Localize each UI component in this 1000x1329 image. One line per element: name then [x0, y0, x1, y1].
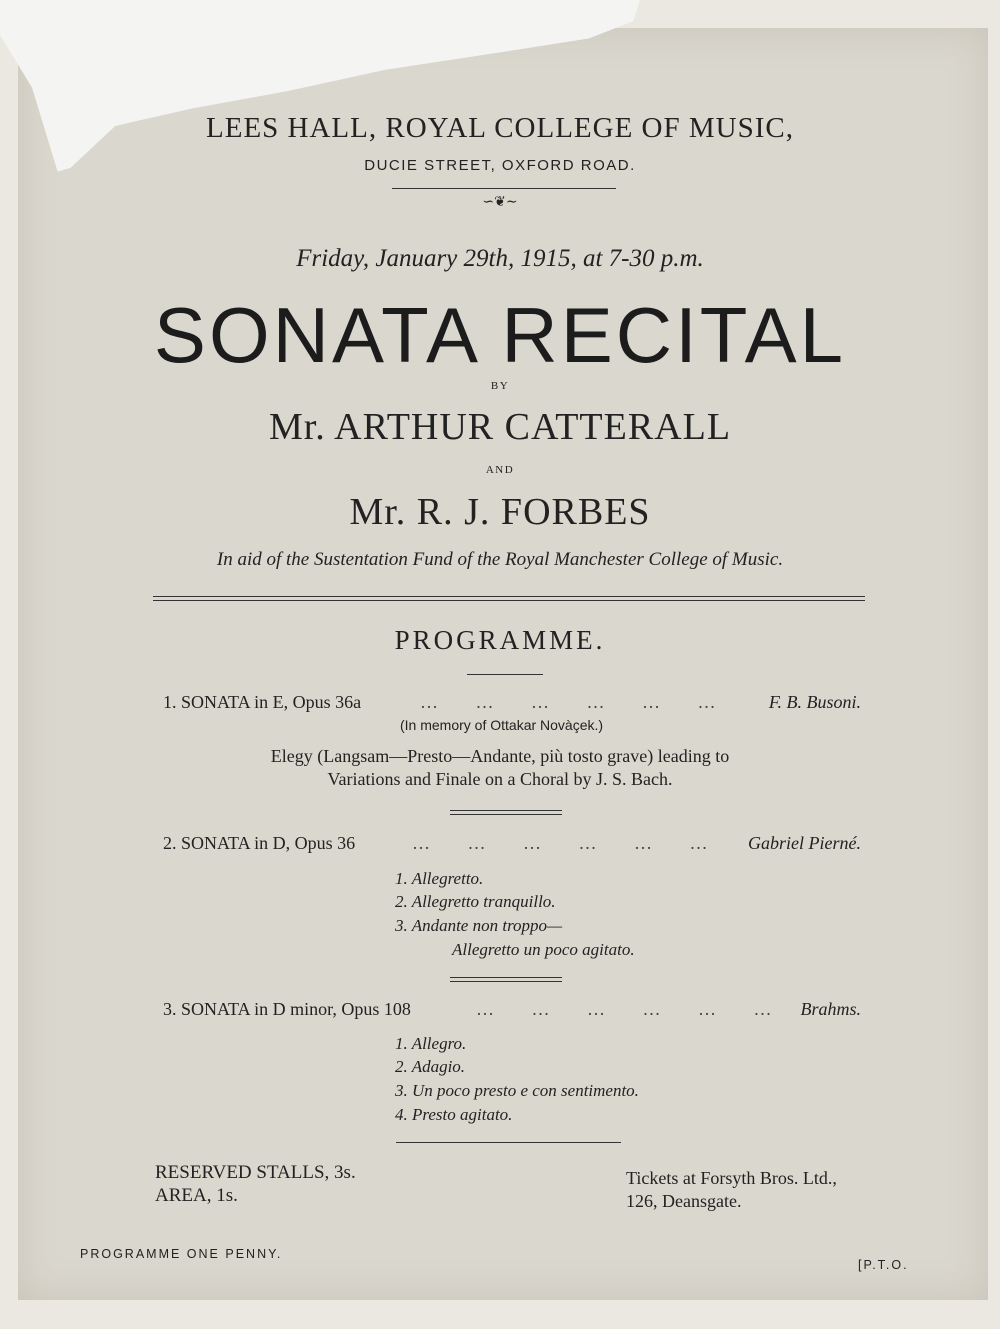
- stalls-price: RESERVED STALLS, 3s.: [155, 1162, 356, 1183]
- programme-item-3: [163, 999, 411, 1020]
- movement: 2. Allegretto tranquillo.: [395, 892, 556, 911]
- item-number: 2.: [163, 833, 177, 853]
- performer-2: Mr. R. J. FORBES: [349, 491, 651, 533]
- item-divider: [450, 981, 562, 982]
- leader-dots: … … … … … …: [476, 999, 778, 1019]
- programme-item-1: [163, 692, 361, 713]
- tickets-line-2: 126, Deansgate.: [626, 1191, 742, 1211]
- leader-dots: … … … … … …: [420, 692, 722, 712]
- movement: 4. Presto agitato.: [395, 1105, 513, 1124]
- item-divider: [450, 810, 562, 811]
- item-work: SONATA in D, Opus 36: [181, 833, 356, 853]
- programme-heading: PROGRAMME.: [394, 625, 606, 655]
- item-composer: Gabriel Pierné.: [748, 833, 861, 853]
- movement: 3. Andante non troppo—: [395, 916, 563, 935]
- divider-double-top: [153, 596, 865, 597]
- event-date: Friday, January 29th, 1915, at 7-30 p.m.: [296, 245, 704, 272]
- venue-street: DUCIE STREET, OXFORD ROAD.: [364, 157, 636, 174]
- item-note: (In memory of Ottakar Novàçek.): [400, 717, 604, 733]
- movement: 3. Un poco presto e con sentimento.: [395, 1081, 639, 1100]
- divider-double-bottom: [153, 600, 865, 601]
- item-work: SONATA in D minor, Opus 108: [181, 999, 411, 1019]
- programme-underline: [467, 674, 543, 675]
- ornament-icon: ∽❦∼: [482, 195, 518, 210]
- item-number: 3.: [163, 999, 177, 1019]
- section-rule: [396, 1142, 621, 1143]
- leader-dots: … … … … … …: [412, 833, 714, 853]
- item-divider: [450, 977, 562, 978]
- movement: 1. Allegretto.: [395, 869, 484, 888]
- area-price: AREA, 1s.: [155, 1185, 238, 1206]
- movement: 1. Allegro.: [395, 1034, 467, 1053]
- performer-1: Mr. ARTHUR CATTERALL: [268, 406, 732, 448]
- pto-note: [P.T.O.: [858, 1258, 909, 1272]
- item-work: SONATA in E, Opus 36a: [181, 692, 362, 712]
- item-number: 1.: [163, 692, 177, 712]
- item-divider: [450, 814, 562, 815]
- and-label: AND: [485, 464, 515, 476]
- in-aid-line: In aid of the Sustentation Fund of the Royal Manchester College of Music.: [216, 549, 784, 570]
- programme-price: PROGRAMME ONE PENNY.: [80, 1247, 283, 1261]
- by-label: BY: [490, 380, 510, 392]
- movement: Allegretto un poco agitato.: [452, 940, 635, 959]
- venue-hall: LEES HALL, ROYAL COLLEGE OF MUSIC,: [206, 112, 794, 144]
- item-description-2: Variations and Finale on a Choral by J. S. Bach.: [327, 769, 673, 789]
- tickets-line-1: Tickets at Forsyth Bros. Ltd.,: [626, 1168, 837, 1188]
- item-description-1: Elegy (Langsam—Presto—Andante, più tosto grave) leading to: [270, 746, 730, 766]
- movement: 2. Adagio.: [395, 1057, 466, 1076]
- item-composer: F. B. Busoni.: [768, 692, 861, 712]
- programme-item-2: [163, 833, 355, 854]
- event-title: SONATA RECITAL: [153, 291, 847, 379]
- item-composer: Brahms.: [800, 999, 861, 1019]
- header-rule: [392, 188, 616, 189]
